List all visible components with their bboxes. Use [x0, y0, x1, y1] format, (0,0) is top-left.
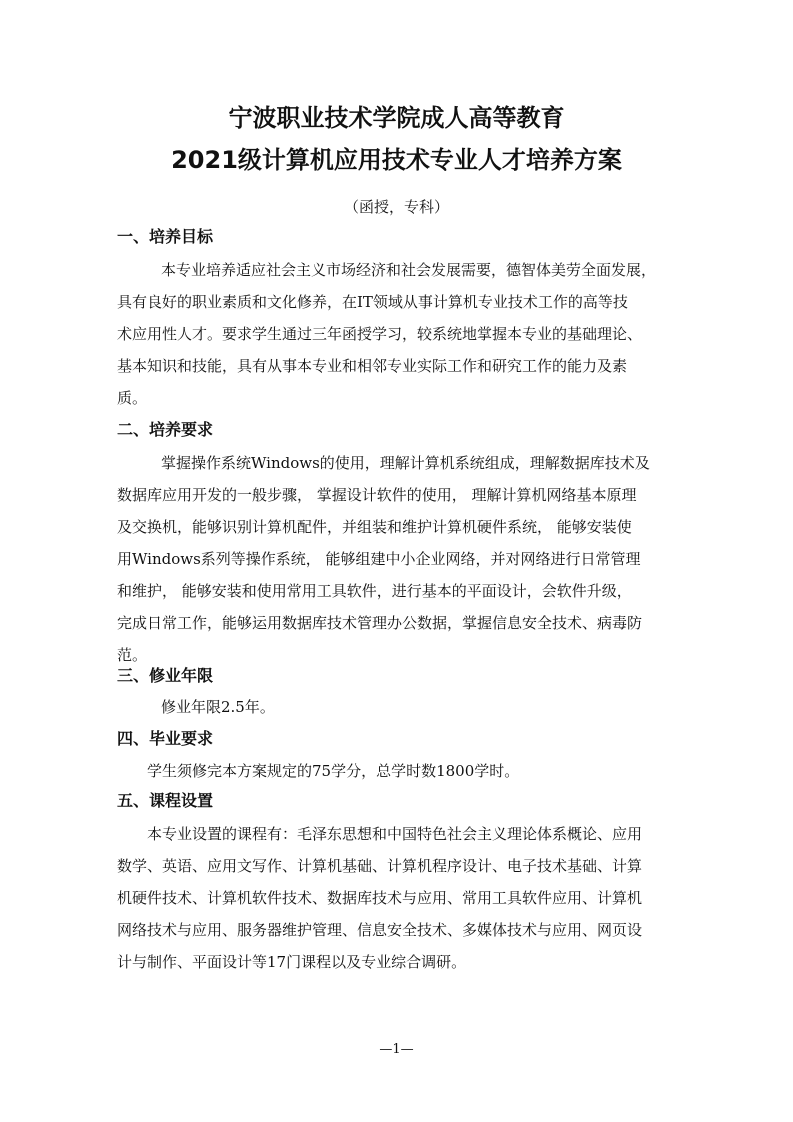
section-heading: 三、修业年限 [117, 666, 214, 685]
paragraph-line: 完成日常工作，能够运用数据库技术管理办公数据，掌握信息安全技术、病毒防 [117, 614, 643, 632]
paragraph-line: 计与制作、平面设计等17门课程以及专业综合调研。 [117, 953, 467, 971]
paragraph-line: 机硬件技术、计算机软件技术、数据库技术与应用、常用工具软件应用、计算机 [117, 889, 643, 907]
paragraph-line: 范。 [117, 646, 148, 664]
section-paragraph [117, 254, 657, 414]
paragraph-line: 掌握操作系统Windows的使用，理解计算机系统组成，理解数据库技术及 [161, 454, 650, 472]
paragraph-line: 和维护， 能够安装和使用常用工具软件，进行基本的平面设计，会软件升级， [117, 582, 632, 600]
section-paragraph [117, 818, 643, 978]
section-paragraph [117, 691, 603, 723]
document-title-line2: 2021级计算机应用技术专业人才培养方案 [171, 146, 622, 174]
paragraph-line: 网络技术与应用、服务器维护管理、信息安全技术、多媒体技术与应用、网页设 [117, 921, 643, 939]
paragraph-line: 质。 [117, 389, 148, 407]
section-paragraph [117, 755, 603, 787]
paragraph-line: 术应用性人才。要求学生通过三年函授学习，较系统地掌握本专业的基础理论、 [117, 325, 643, 343]
paragraph-line: 用Windows系列等操作系统， 能够组建中小企业网络，并对网络进行日常管理 [117, 550, 641, 568]
section-heading: 五、课程设置 [117, 791, 214, 810]
section-heading: 一、培养目标 [117, 227, 214, 246]
paragraph-line: 修业年限2.5年。 [161, 698, 275, 716]
paragraph-line: 学生须修完本方案规定的75学分，总学时数1800学时。 [147, 762, 520, 780]
paragraph-line: 数据库应用开发的一般步骤， 掌握设计软件的使用， 理解计算机网络基本原理 [117, 486, 637, 504]
paragraph-line: 基本知识和技能，具有从事本专业和相邻专业实际工作和研究工作的能力及素 [117, 357, 628, 375]
paragraph-line: 本专业设置的课程有：毛泽东思想和中国特色社会主义理论体系概论、应用 [147, 825, 643, 843]
document-subtitle: （函授，专科） [343, 198, 449, 216]
section-paragraph [117, 447, 650, 671]
paragraph-line: 及交换机，能够识别计算机配件，并组装和维护计算机硬件系统， 能够安装使 [117, 518, 632, 536]
document-title-line1: 宁波职业技术学院成人高等教育 [228, 104, 565, 132]
paragraph-line: 本专业培养适应社会主义市场经济和社会发展需要，德智体美劳全面发展， [161, 261, 657, 279]
paragraph-line: 数学、英语、应用文写作、计算机基础、计算机程序设计、电子技术基础、计算 [117, 857, 643, 875]
section-heading: 四、毕业要求 [117, 729, 214, 748]
section-heading: 二、培养要求 [117, 420, 214, 439]
paragraph-line: 具有良好的职业素质和文化修养，在IT领域从事计算机专业技术工作的高等技 [117, 293, 628, 311]
page-number: —1— [379, 1042, 414, 1057]
